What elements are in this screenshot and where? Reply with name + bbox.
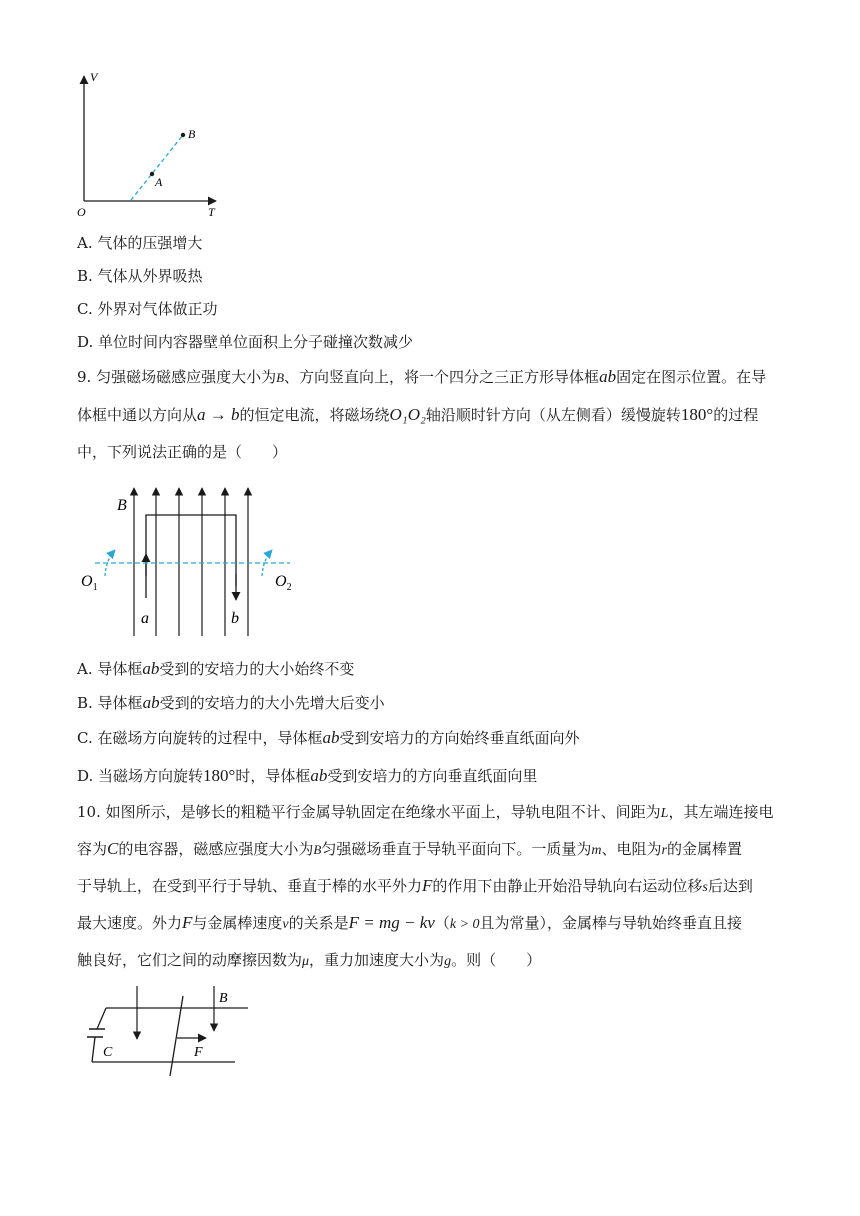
axis-t-label: T (208, 205, 215, 219)
vt-graph (70, 70, 230, 220)
q9-magnetic-field-figure (75, 478, 305, 643)
q9-option-b: B. 导体框ab受到的安培力的大小先增大后变小 (77, 693, 385, 712)
q9-option-d: D. 当磁场方向旋转180°时，导体框ab受到安培力的方向垂直纸面向里 (77, 766, 538, 785)
axis-v-label: V (90, 70, 98, 84)
q10-rail-figure (82, 983, 257, 1078)
label-o2: $O_2$ (275, 573, 292, 593)
label-b-field: B (117, 497, 127, 514)
q10-stem-line2: 容为C的电容器，磁感应强度大小为B匀强磁场垂直于导轨平面向下。一质量为m、电阻为r的金属棒置 (77, 839, 742, 858)
label-b: B (219, 991, 228, 1006)
label-b-end: b (231, 610, 239, 627)
label-a-end: a (141, 610, 149, 627)
q9-stem-line1: 9. 匀强磁场磁感应强度大小为B、方向竖直向上，将一个四分之三正方形导体框ab固定在图示位置。在导 (77, 367, 767, 386)
point-b-dot (181, 133, 185, 137)
label-o1: $O_1$ (81, 573, 98, 593)
q10-stem-line1: 10. 如图所示，是够长的粗糙平行金属导轨固定在绝缘水平面上，导轨电阻不计、间距为L，其左端连接电 (77, 803, 774, 821)
q9-stem-line2: 体框中通以方向从a → b的恒定电流，将磁场绕O₁O₂轴沿顺时针方向（从左侧看）缓慢旋转180°的过程 (77, 405, 759, 424)
point-a-dot (150, 172, 154, 176)
q9-stem-line3: 中，下列说法正确的是（ ） (77, 443, 288, 461)
q8-option-a: A. 气体的压强增大 (77, 234, 203, 252)
q10-stem-line3: 于导轨上，在受到平行于导轨、垂直于棒的水平外力F的作用下由静止开始沿导轨向右运动位移s后达到 (77, 876, 753, 895)
origin-label: O (77, 205, 86, 219)
q8-option-b: B. 气体从外界吸热 (77, 267, 203, 285)
ab-dashed-line (131, 135, 183, 200)
capacitor-wire-bottom (92, 1037, 95, 1062)
capacitor-wire-top (97, 1008, 106, 1029)
q9-option-c: C. 在磁场方向旋转的过程中，导体框ab受到安培力的方向始终垂直纸面向外 (77, 728, 580, 747)
q8-option-c: C. 外界对气体做正功 (77, 300, 218, 318)
point-a-label: A (155, 175, 163, 189)
point-b-label: B (188, 127, 196, 141)
label-c: C (103, 1045, 113, 1060)
q10-stem-line5: 触良好，它们之间的动摩擦因数为μ，重力加速度大小为g。则（ ） (77, 951, 542, 969)
q8-option-d: D. 单位时间内容器壁单位面积上分子碰撞次数减少 (77, 333, 414, 351)
q9-option-a: A. 导体框ab受到的安培力的大小始终不变 (77, 659, 355, 678)
q10-stem-line4: 最大速度。外力F与金属棒速度v的关系是F = mg − kv（k > 0且为常量），金属棒与导轨始终垂直且接 (77, 913, 743, 932)
label-f: F (194, 1045, 203, 1060)
conductor-frame (146, 515, 236, 598)
